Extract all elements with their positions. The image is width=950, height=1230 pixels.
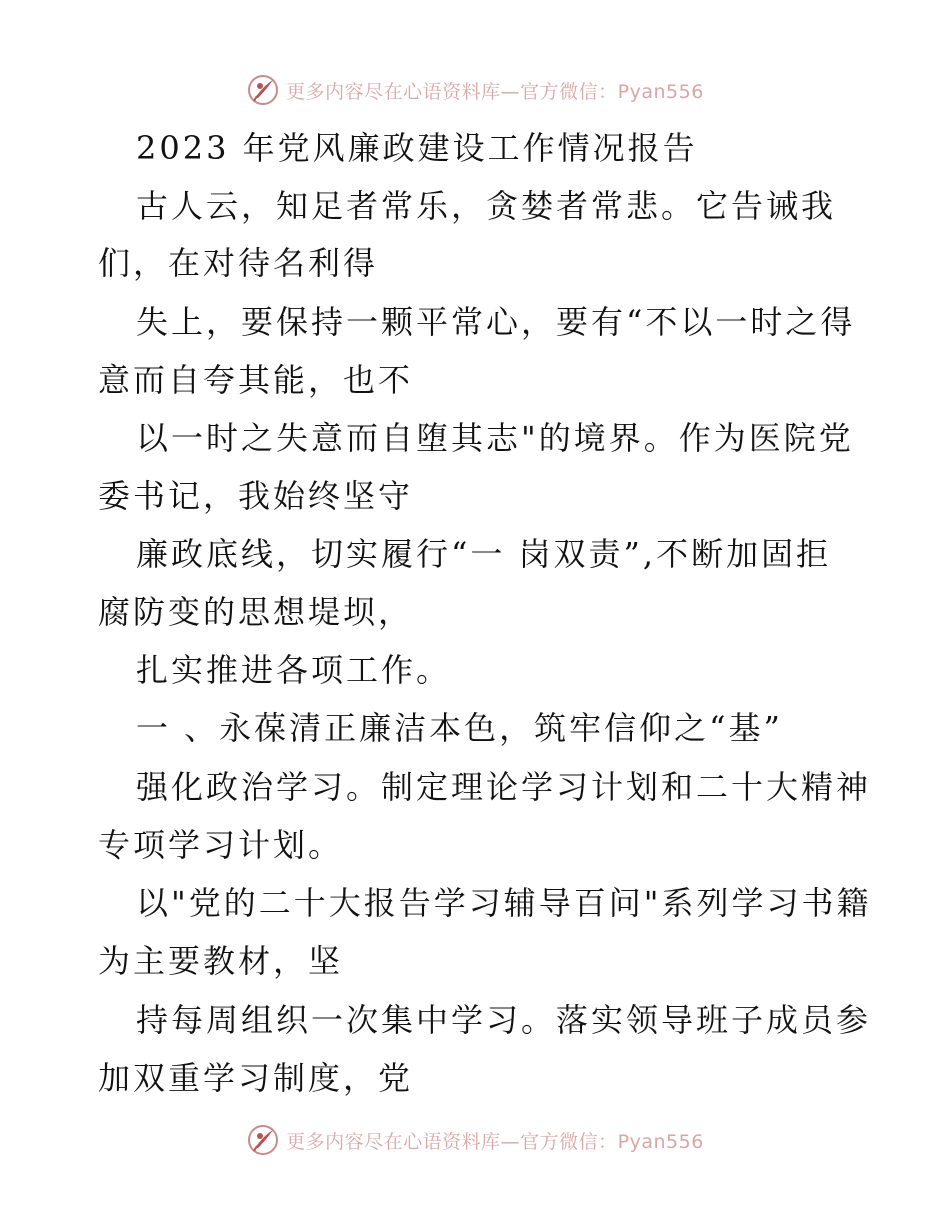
paragraph-line: 加双重学习制度，党 <box>98 1059 414 1097</box>
paragraph-line: 委书记，我始终坚守 <box>98 477 414 515</box>
quill-ink-logo-icon <box>246 1123 280 1157</box>
paragraph-line: 失上，要保持一颗平常心，要有“不以一时之得 <box>136 303 856 341</box>
paragraph-line: 廉政底线，切实履行“一 岗双责”,不断加固拒 <box>136 535 832 573</box>
document-title: 2023 年党风廉政建设工作情况报告 <box>136 129 698 167</box>
paragraph-line: 为主要教材，坚 <box>98 942 344 980</box>
paragraph-line: 以"党的二十大报告学习辅导百问"系列学习书籍 <box>136 884 872 922</box>
section-heading: 一 、永葆清正廉洁本色，筑牢信仰之“基” <box>136 709 783 747</box>
paragraph-line: 持每周组织一次集中学习。落实领导班子成员参 <box>136 1001 872 1039</box>
header-watermark-banner <box>0 70 950 110</box>
paragraph-line: 古人云，知足者常乐，贪婪者常悲。它告诫我 <box>136 187 837 225</box>
footer-watermark-banner <box>0 1120 950 1160</box>
paragraph-line: 腐防变的思想堤坝， <box>98 593 414 631</box>
quill-ink-logo-icon <box>246 73 280 107</box>
watermark-text: 更多内容尽在心语资料库—官方微信：Pyan556 <box>286 80 704 103</box>
paragraph-line: 们，在对待名利得 <box>98 244 379 282</box>
paragraph-line: 意而自夸其能，也不 <box>98 361 414 399</box>
paragraph-line: 扎实推进各项工作。 <box>136 651 452 689</box>
paragraph-line: 专项学习计划。 <box>98 826 344 864</box>
watermark-text: 更多内容尽在心语资料库—官方微信：Pyan556 <box>286 1130 704 1153</box>
paragraph-line: 强化政治学习。制定理论学习计划和二十大精神 <box>136 768 872 806</box>
paragraph-line: 以一时之失意而自堕其志"的境界。作为医院党 <box>136 419 854 457</box>
